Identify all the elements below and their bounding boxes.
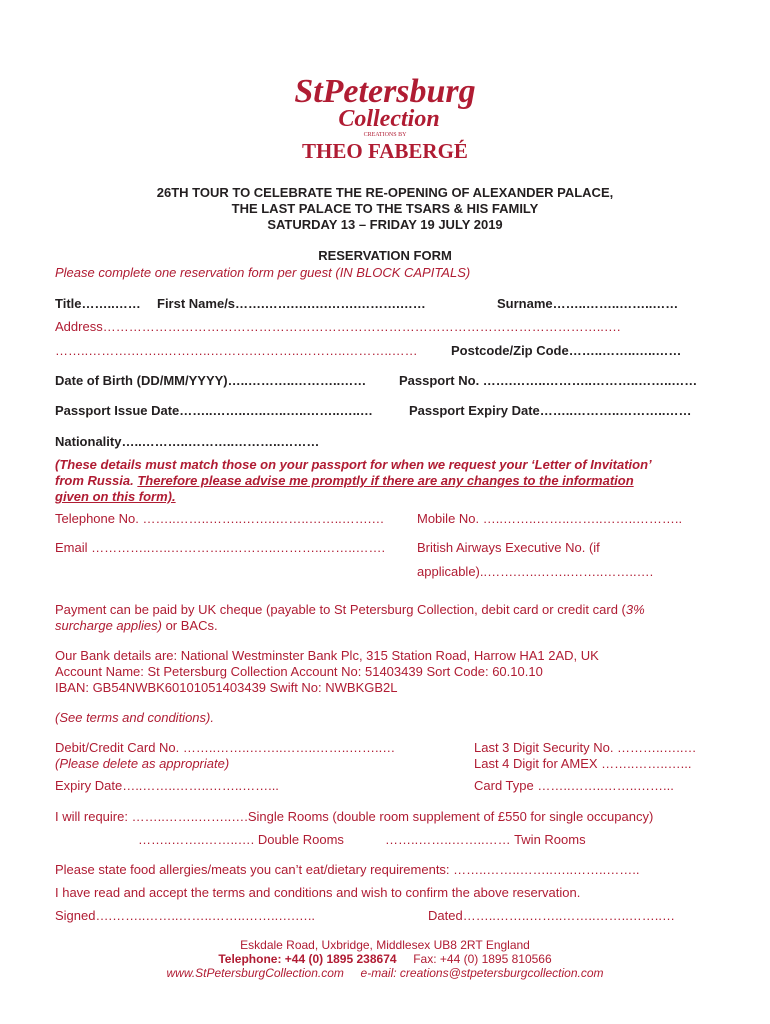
payment-bacs: or BACs. — [161, 618, 218, 633]
telephone-field[interactable]: Telephone No. ……..……..……..……..……..……..…….… — [55, 511, 385, 526]
twin-rooms-field[interactable]: ……..……..……..…… — [385, 832, 515, 847]
logo-line4: THEO FABERGÉ — [302, 139, 468, 163]
footer-telephone: Telephone: +44 (0) 1895 238674 — [218, 952, 397, 966]
dietary-requirements-field[interactable]: Please state food allergies/meats you can’t eat/dietary requirements: ……..……..……..…..……..…….. — [55, 862, 640, 877]
single-rooms-label: Single Rooms (double room supplement of £550 for single occupancy) — [247, 809, 654, 824]
single-rooms-field[interactable]: I will require: ……..……..……..…. — [55, 809, 248, 824]
footer-fax: Fax: +44 (0) 1895 810566 — [396, 952, 552, 966]
terms-note: (See terms and conditions). — [55, 710, 214, 725]
email-field[interactable]: Email …………..…..…………..………..………..……..……. — [55, 540, 386, 555]
ba-executive-field[interactable]: applicable)..…….…..……..……..……..…. — [417, 564, 654, 579]
security-number-field[interactable]: Last 3 Digit Security No. ………..…..… — [474, 740, 697, 755]
first-names-field[interactable]: First Name/s…….…….….….…….……….…… — [157, 296, 426, 311]
twin-rooms-line — [385, 832, 586, 847]
date-of-birth-field[interactable]: Date of Birth (DD/MM/YYYY)…..………..………..…… — [55, 373, 367, 388]
payment-surcharge-percent: 3% — [625, 602, 645, 617]
twin-rooms-label: Twin Rooms — [514, 832, 586, 847]
form-instruction: Please complete one reservation form per guest (IN BLOCK CAPITALS) — [55, 265, 471, 280]
footer-email-link[interactable]: e-mail: creations@stpetersburgcollection.com — [343, 966, 604, 980]
footer-phone-fax — [0, 952, 770, 966]
date-signed-field[interactable]: Dated……..……..……..……..……..……..… — [428, 908, 676, 923]
tour-heading-line3: SATURDAY 13 – FRIDAY 19 JULY 2019 — [267, 217, 503, 232]
tour-heading-line1: 26TH TOUR TO CELEBRATE THE RE-OPENING OF ALEXANDER PALACE, — [156, 185, 614, 200]
card-number-field[interactable]: Debit/Credit Card No. ……..……..……..……..……..……..… — [55, 740, 396, 755]
passport-notice-line3: given on this form). — [55, 489, 176, 504]
double-rooms-label: Double Rooms — [257, 832, 344, 847]
footer-web-email — [0, 966, 770, 980]
bank-details-line3: IBAN: GB54NWBK60101051403439 Swift No: NWBKGB2L — [55, 680, 398, 695]
logo-line2: Collection — [338, 106, 440, 132]
passport-number-field[interactable]: Passport No. …….……..………..………..……..…… — [399, 373, 698, 388]
payment-line2 — [55, 618, 218, 633]
signature-field[interactable]: Signed….……..……..……..……..……..….….. — [55, 908, 316, 923]
tour-heading-line2: THE LAST PALACE TO THE TSARS & HIS FAMILY — [231, 201, 539, 216]
single-rooms-line — [55, 809, 653, 824]
double-rooms-field[interactable]: ……..……..……..…. — [138, 832, 258, 847]
confirmation-statement: I have read and accept the terms and conditions and wish to confirm the above reservation. — [55, 885, 581, 900]
bank-details-line1: Our Bank details are: National Westminster Bank Plc, 315 Station Road, Harrow HA1 2AD, UK — [55, 648, 599, 663]
nationality-field[interactable]: Nationality…..………..………..………..……… — [55, 434, 320, 449]
passport-expiry-date-field[interactable]: Passport Expiry Date……..………..………..…… — [409, 403, 692, 418]
payment-line1-text: Payment can be paid by UK cheque (payable to St Petersburg Collection, debit card or credit card ( — [55, 602, 626, 617]
title-field[interactable]: Title……..…… — [55, 296, 141, 311]
double-rooms-line — [138, 832, 344, 847]
logo-emblem — [292, 68, 478, 164]
address-line2-field[interactable]: ……..……….……..………..……….………..………..………..…… — [55, 343, 418, 358]
bank-details-line2: Account Name: St Petersburg Collection Account No: 51403439 Sort Code: 60.10.10 — [55, 664, 543, 679]
st-petersburg-collection-logo — [292, 68, 478, 164]
form-title: RESERVATION FORM — [318, 248, 452, 263]
ba-executive-label: British Airways Executive No. (if — [417, 540, 600, 555]
card-delete-note: (Please delete as appropriate) — [55, 756, 230, 771]
payment-surcharge-note: surcharge applies) — [55, 618, 162, 633]
amex-digits-field[interactable]: Last 4 Digit for AMEX ……..……..…... — [474, 756, 692, 771]
logo-line1: StPetersburg — [294, 73, 476, 110]
payment-line1 — [55, 602, 645, 617]
footer-address: Eskdale Road, Uxbridge, Middlesex UB8 2RT England — [240, 938, 530, 952]
passport-notice-line2-underlined: Therefore please advise me promptly if there are any changes to the information — [137, 473, 634, 488]
postcode-field[interactable]: Postcode/Zip Code……..……..…..…… — [451, 343, 682, 358]
passport-notice-line2 — [55, 473, 634, 488]
address-field[interactable]: Address……………………………………………………………………………………………………..…. — [55, 319, 621, 334]
logo-line3: CREATIONS BY — [363, 132, 407, 138]
card-type-field[interactable]: Card Type ……..……..……..……... — [474, 778, 674, 793]
passport-notice-line2-start: from Russia. — [55, 473, 138, 488]
footer-website-link[interactable]: www.StPetersburgCollection.com — [166, 966, 344, 980]
surname-field[interactable]: Surname……..……..……..…… — [497, 296, 679, 311]
passport-issue-date-field[interactable]: Passport Issue Date……..……..…..…..…..……..…..… — [55, 403, 373, 418]
passport-notice-line1: (These details must match those on your passport for when we request your ‘Letter of Invitation’ — [55, 457, 652, 472]
mobile-field[interactable]: Mobile No. …..……..……..……..……..……….. — [417, 511, 683, 526]
expiry-date-field[interactable]: Expiry Date…..……..……..……..……... — [55, 778, 279, 793]
